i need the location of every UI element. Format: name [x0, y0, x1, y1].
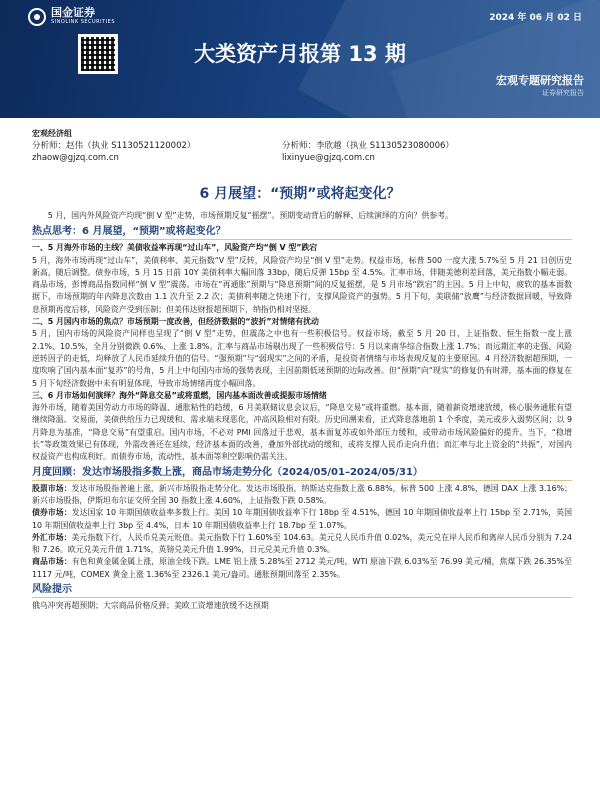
analyst-1-email[interactable]: zhaow@gjzq.com.cn: [32, 153, 119, 163]
subheading-3: 三、6 月市场如何演绎？海外“降息交易”或将重燃，国内基本面改善或提振市场情绪: [32, 390, 327, 400]
commodity-market-label: 商品市场：: [32, 557, 72, 567]
commodity-market-paragraph: [32, 556, 572, 581]
fx-market-paragraph: [32, 532, 572, 557]
bond-market-label: 债券市场：: [32, 508, 72, 518]
analyst-1: 分析师：赵伟（执业 S1130521120002）: [32, 141, 196, 151]
bond-market-text: 发达国家 10 年期国债收益率多数上行。美国 10 年期国债收益率下行 18bp 至 4.51%，德国 10 年期国债收益率上行 15bp 至 2.71%，英国 10 年期国债收益率上行 3bp 至 4.4%，日本 10 年期国债收益率上行 18.7bp 至 1.07%。: [32, 508, 572, 530]
logo-icon: [28, 8, 46, 26]
logo-name: 国金证券: [51, 6, 95, 19]
fx-market-text: 美元指数下行，人民币兑美元贬值。美元指数下行 1.60%至 104.63。美元兑人民币升值 0.02%，美元兑在岸人民币和离岸人民币分别为 7.24 和 7.26。欧元兑美元升值 1.71%，英镑兑美元升值 1.99%，日元兑美元升值 0.3%。: [32, 532, 572, 555]
paragraph-2: 5 月，国内市场的风险资产同样也呈现了“倒 V 型”走势，但震荡之中也有一些积极信号。权益市场，截至 5 月 20 日，上证指数、恒生指数一度上涨 2.1%、10.5%，全月分别微跌 0.6%、上涨 1.8%。汇率与商品市场剔出现了一些积极信号：5 月以来南华综合指数上涨 1.7%；而远期汇率的走强、风险逆转因子的走低，均释放了人民币延续升值的信号。“强预期”与“弱现实”之间的矛盾，是投资者情绪与市场表现反复的主要原因。4 月经济数据超预期，一度吹响了国内基本面“复苏”的号角，5 月上中旬国内市场的强势表现，主因前期低迷预期的边际改善。但“预期”向“现实”的修复仍有时滞，基本面的修复在 5 月下旬经济数据中未有明显体现，导致市场情绪再度小幅回落。: [32, 329, 572, 388]
stock-market-label: 股票市场：: [32, 483, 72, 493]
intro-paragraph: 5 月，国内外风险资产均现“倒 V 型”走势，市场预期反复“摇摆”。预期变动背后的解释、后续演绎的方向？供参考。: [47, 211, 453, 220]
stock-market-text: 发达市场股指普遍上涨，新兴市场股指走势分化。发达市场股指，纳斯达克指数上涨 6.88%，标普 500 上涨 4.8%，德国 DAX 上涨 3.16%；新兴市场股指，伊斯坦布尔证交所全国 30 指数上涨 4.60%，上证指数下跌 0.58%。: [32, 483, 572, 505]
subheading-2: 二、5 月国内市场的焦点？市场预期一度改善，但经济数据的“波折”对情绪有扰动: [32, 317, 319, 327]
team-name: 宏观经济组: [32, 129, 72, 138]
section-heading-review: 月度回顾：发达市场股指多数上涨，商品市场走势分化（2024/05/01–2024/05/31）: [32, 466, 572, 481]
commodity-market-text: 有色和黄金属金属上涨，原油全线下跌。LME 铝上涨 5.28%至 2712 美元/吨，WTI 原油下跌 6.03%至 76.99 美元/桶，焦煤下跌 26.35%至 1117 元/吨，COMEX 黄金上涨 1.36%至 2326.1 美元/盎司。通胀预期回落至 2.35%。: [32, 557, 572, 579]
section-heading-hot: 热点思考：6 月展望，“预期”或将起变化？: [32, 225, 572, 240]
paragraph-3: 海外市场，随着美国劳动力市场的降温、通胀粘性的趋缓，6 月美联储议息会议后，“降息交易”或将重燃。基本面，随着薪资增速放缓，核心服务通胀有望继续降温。交易面，美债供给压力已现缓和、需求端未现恶化，冲高风险相对有限。历史回溯来看，正式降息落地前 1 个季度，美元或步入弱势区间；以 9 月降息为基准，“降息交易”有望重启。国内市场，不必对 PMI 回落过于悲观，基本面复苏或如外部压力缓和，或带动市场风险偏好的提升。当下，“稳增长”等政策效果已有体现，外需改善还在延续，经济基本面的改善，叠加外部扰动的缓和，或将支撑人民币走向升值；而汇率与北上资金的“共振”，对国内权益资产也构成利好。而债券市场，流动性、基本面等利空影响仍需关注。: [32, 403, 572, 462]
subheading-1: 一、5 月海外市场的主线？美债收益率再现“过山车”，风险资产均“倒 V 型”跌宕: [32, 243, 318, 253]
report-date: 2024 年 06 月 02 日: [489, 13, 582, 23]
stock-market-paragraph: [32, 483, 572, 508]
report-body: [32, 210, 572, 612]
report-type: 证券研究报告: [542, 89, 584, 97]
report-title: 大类资产月报第 13 期: [194, 42, 406, 66]
analyst-2-email[interactable]: lixinyue@gjzq.com.cn: [282, 153, 375, 163]
section-heading-risk: 风险提示: [32, 583, 572, 598]
paragraph-1: 5 月，海外市场再现“过山车”，美债利率、美元指数“V 型”反转，风险资产均呈“倒 V 型”走势。权益市场，标普 500 一度大涨 5.7%至 5 月 21 日创历史新高，随后调整。债券市场，5 月 15 日前 10Y 美债利率大幅回落 33bp，随后反弹 15bp 至 4.5%。汇率市场，伴随美德利差回落，美元指数小幅走弱。商品市场，彭博商品指数同样“倒 V 型”震荡。市场在“再通胀”预期与“降息预期”间的反复摇摆，是 5 月市场“跌宕”的主因。5 月上中旬，疲软的基本面数据下，市场预期的年内降息次数由 1.1 次升至 2.2 次；美债利率随之快速下行，支撑风险资产的强势。5 月下旬，美联储“放鹰”与经济数据回暖，导致降息预期再度后移，风险资产受到压制；但美伟达财报超预期下，纳指仍相对坚挺。: [32, 255, 572, 314]
company-logo: [28, 7, 115, 26]
report-banner: [0, 0, 600, 118]
report-series: 宏观专题研究报告: [496, 74, 584, 87]
fx-market-label: 外汇市场：: [32, 532, 72, 542]
headline: 6 月展望：“预期”或将起变化？: [199, 186, 401, 202]
bond-market-paragraph: [32, 507, 572, 532]
logo-english: SINOLINK SECURITIES: [51, 19, 115, 25]
analyst-2: 分析师：李欣越（执业 S1130523080006）: [282, 141, 454, 151]
analyst-info: [32, 128, 572, 164]
risk-paragraph: 俄乌冲突再超预期；大宗商品价格反弹；美欧工资增速放缓不达预期: [32, 601, 269, 611]
